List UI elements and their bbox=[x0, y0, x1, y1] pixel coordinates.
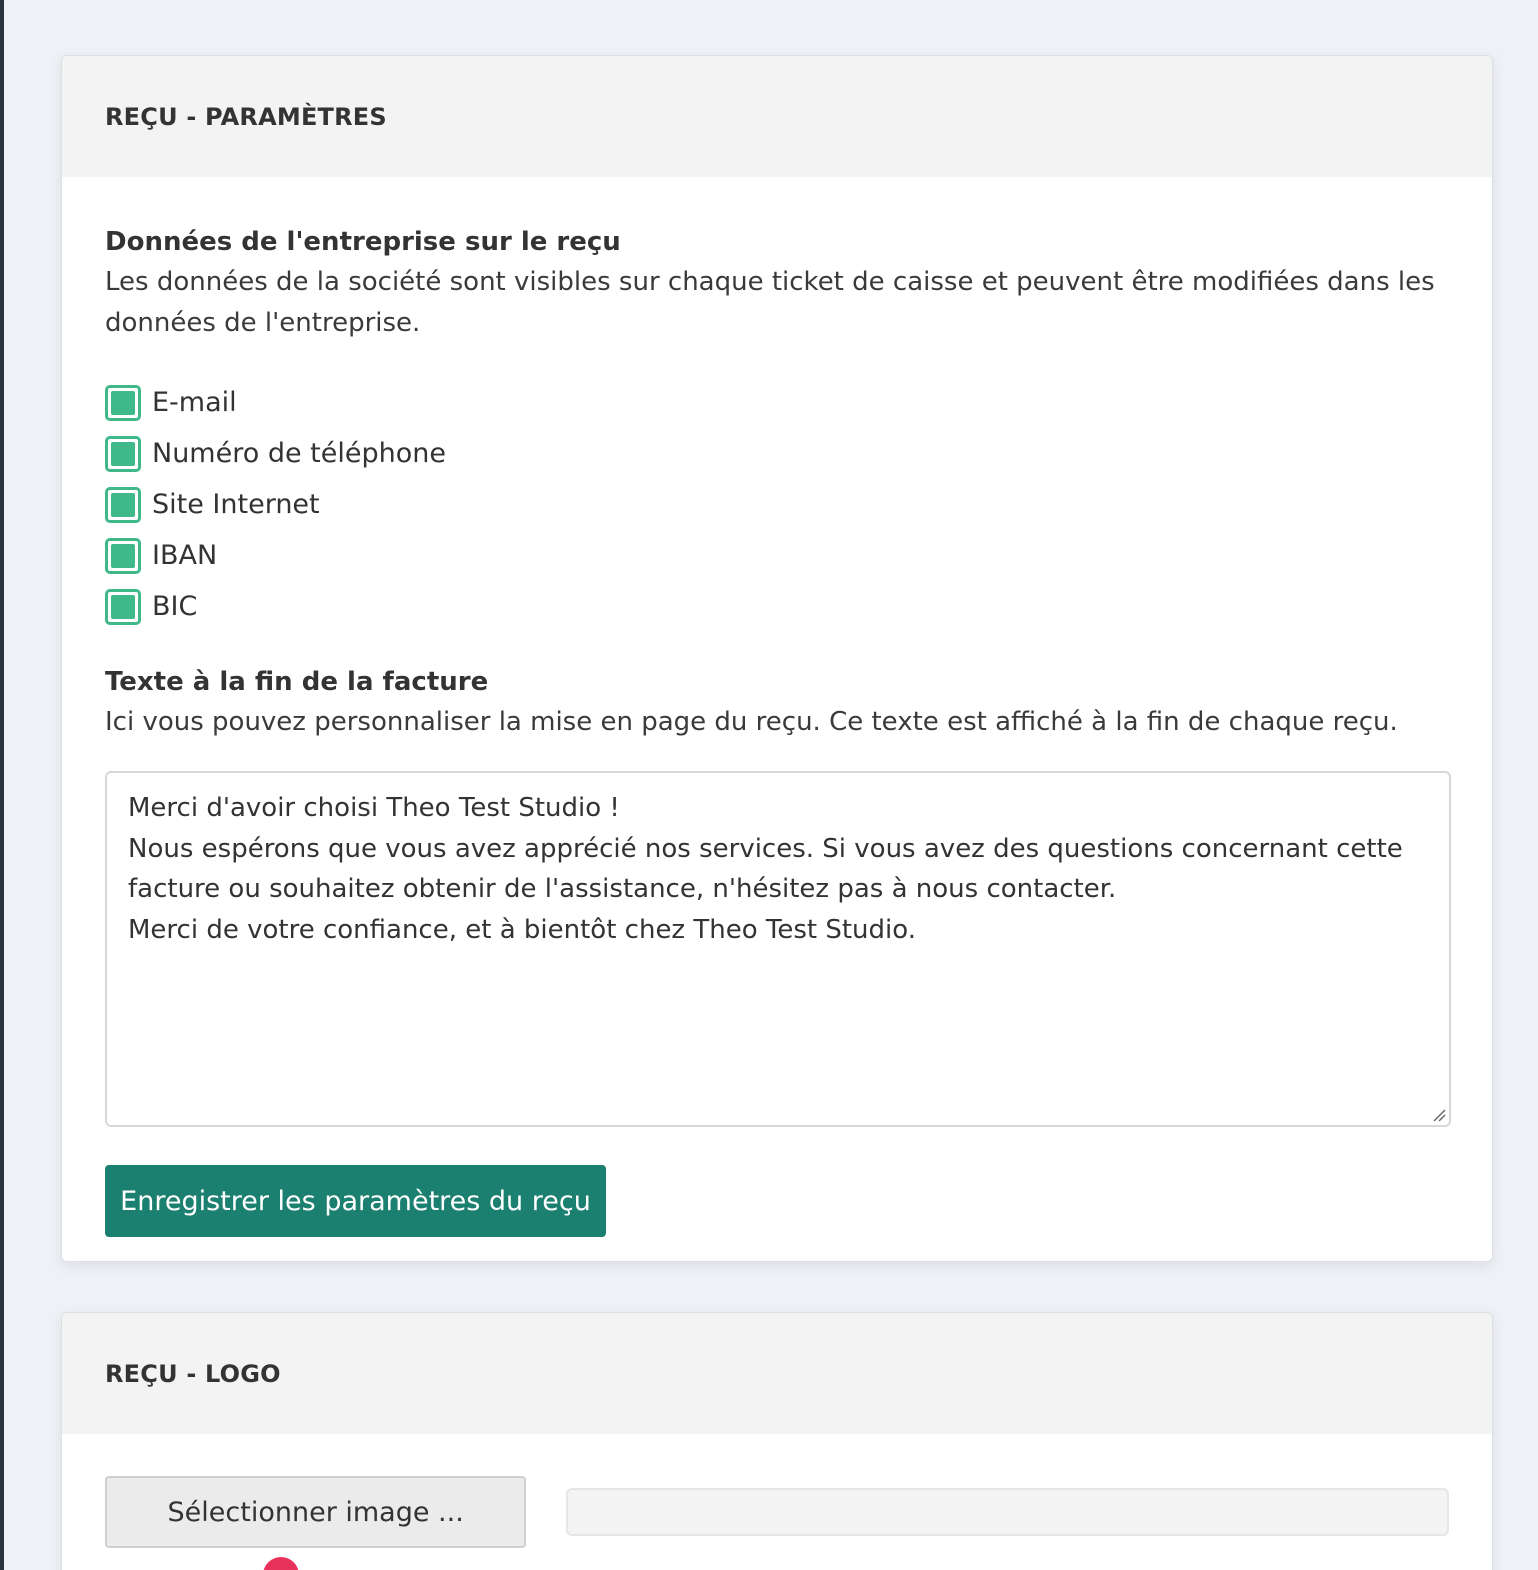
bic-checkbox-label[interactable]: BIC bbox=[152, 591, 198, 622]
receipt-logo-header bbox=[62, 1313, 1492, 1434]
checkbox-checked-mark bbox=[111, 595, 135, 619]
receipt-settings-card bbox=[61, 55, 1493, 1262]
checkbox-row-bic[interactable] bbox=[105, 581, 1449, 632]
checkbox-row-website[interactable] bbox=[105, 479, 1449, 530]
checkbox-row-iban[interactable] bbox=[105, 530, 1449, 581]
receipt-logo-body bbox=[62, 1476, 1492, 1548]
iban-checkbox-label[interactable]: IBAN bbox=[152, 540, 218, 571]
logo-upload-row bbox=[105, 1476, 1449, 1548]
receipt-settings-body bbox=[62, 177, 1492, 1237]
website-checkbox-label[interactable]: Site Internet bbox=[152, 489, 320, 520]
company-data-title: Données de l'entreprise sur le reçu bbox=[105, 227, 621, 257]
notification-badge[interactable] bbox=[263, 1557, 299, 1570]
footer-text-description: Ici vous pouvez personnaliser la mise en page du reçu. Ce texte est affiché à la fin de chaque reçu. bbox=[105, 707, 1398, 737]
footer-text-content[interactable] bbox=[107, 773, 1449, 965]
checkbox-checked-mark bbox=[111, 544, 135, 568]
iban-checkbox[interactable] bbox=[105, 538, 141, 574]
company-data-description: Les données de la société sont visibles sur chaque ticket de caisse et peuvent être modifiées dans les données de l'entreprise. bbox=[105, 267, 1435, 338]
checkbox-row-phone[interactable] bbox=[105, 428, 1449, 479]
select-image-button[interactable]: Sélectionner image ... bbox=[105, 1476, 526, 1548]
receipt-logo-title: REÇU - LOGO bbox=[105, 1359, 281, 1388]
selected-file-field[interactable] bbox=[566, 1488, 1449, 1536]
checkbox-checked-mark bbox=[111, 391, 135, 415]
save-receipt-settings-button[interactable]: Enregistrer les paramètres du reçu bbox=[105, 1165, 606, 1237]
footer-text-title: Texte à la fin de la facture bbox=[105, 667, 489, 697]
email-checkbox[interactable] bbox=[105, 385, 141, 421]
footer-text-textarea[interactable] bbox=[105, 771, 1451, 1127]
phone-checkbox[interactable] bbox=[105, 436, 141, 472]
phone-checkbox-label[interactable]: Numéro de téléphone bbox=[152, 438, 446, 469]
email-checkbox-label[interactable]: E-mail bbox=[152, 387, 237, 418]
checkbox-checked-mark bbox=[111, 493, 135, 517]
checkbox-checked-mark bbox=[111, 442, 135, 466]
footer-text-section bbox=[105, 662, 1449, 743]
left-rail bbox=[0, 0, 4, 1570]
website-checkbox[interactable] bbox=[105, 487, 141, 523]
receipt-logo-card bbox=[61, 1312, 1493, 1570]
resize-handle-icon[interactable] bbox=[1432, 1108, 1446, 1122]
bic-checkbox[interactable] bbox=[105, 589, 141, 625]
receipt-settings-title: REÇU - PARAMÈTRES bbox=[105, 102, 387, 131]
company-data-checkboxes bbox=[105, 377, 1449, 632]
checkbox-row-email[interactable] bbox=[105, 377, 1449, 428]
footer-text-line: Nous espérons que vous avez apprécié nos services. Si vous avez des questions concernant cette facture ou souhaitez obtenir de l'assistance, n'hésitez pas à nous contacter. bbox=[128, 833, 1403, 904]
footer-text-line: Merci de votre confiance, et à bientôt chez Theo Test Studio. bbox=[128, 914, 916, 945]
footer-text-line: Merci d'avoir choisi Theo Test Studio ! bbox=[128, 793, 620, 823]
receipt-settings-header bbox=[62, 56, 1492, 177]
